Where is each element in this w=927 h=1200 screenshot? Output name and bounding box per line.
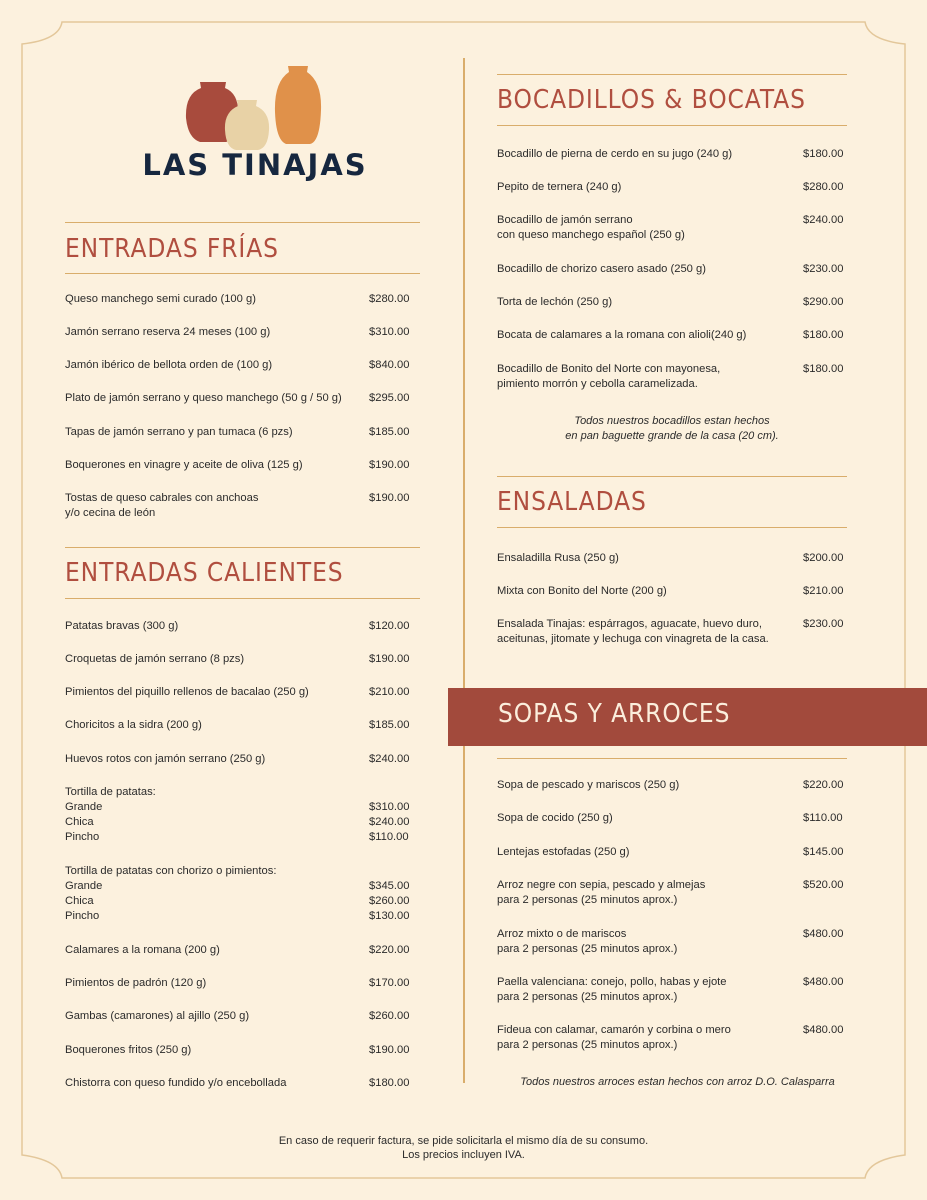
- menu-item-price: $180.00: [803, 148, 844, 160]
- menu-item-name: Fideua con calamar, camarón y corbina o mero para 2 personas (25 minutos aprox.): [497, 1024, 731, 1051]
- menu-item-name: Patatas bravas (300 g): [65, 620, 179, 632]
- divider: [497, 125, 847, 126]
- menu-item-price: $180.00: [369, 1077, 410, 1089]
- divider: [65, 547, 420, 548]
- menu-item-price: $480.00: [803, 976, 844, 988]
- menu-item-name: Arroz negre con sepia, pescado y almejas para 2 personas (25 minutos aprox.): [497, 879, 706, 906]
- menu-item-price: $480.00: [803, 1024, 844, 1036]
- menu-item-name: Ensaladilla Rusa (250 g): [497, 552, 619, 564]
- menu-item-price: $310.00: [369, 326, 410, 338]
- menu-item-price: $280.00: [803, 181, 844, 193]
- menu-item-name: Bocadillo de pierna de cerdo en su jugo (240 g): [497, 148, 733, 160]
- menu-item-price: $220.00: [369, 944, 410, 956]
- footer-line-1: En caso de requerir factura, se pide solicitarla el mismo día de su consumo.: [278, 1135, 649, 1147]
- divider: [65, 222, 420, 223]
- menu-item-name: Sopa de cocido (250 g): [497, 812, 613, 824]
- menu-item-name: Boquerones en vinagre y aceite de oliva (125 g): [65, 459, 303, 471]
- section-title-ensaladas: ENSALADAS: [497, 487, 647, 517]
- section-title-entradas-calientes: ENTRADAS CALIENTES: [65, 558, 344, 588]
- menu-item-name: Sopa de pescado y mariscos (250 g): [497, 779, 680, 791]
- menu-item-price: $280.00: [369, 293, 410, 305]
- menu-item-name: Bocadillo de Bonito del Norte con mayonesa, pimiento morrón y cebolla caramelizada.: [497, 363, 721, 390]
- divider: [497, 527, 847, 528]
- menu-item-price: $180.00: [803, 329, 844, 341]
- divider: [497, 758, 847, 759]
- menu-item-name: Croquetas de jamón serrano (8 pzs): [65, 653, 245, 665]
- menu-item-name: Boquerones fritos (250 g): [65, 1044, 192, 1056]
- menu-item-price: $210.00: [803, 585, 844, 597]
- footer-line-2: Los precios incluyen IVA.: [402, 1149, 525, 1161]
- bocadillos-note: Todos nuestros bocadillos estan hechos en pan baguette grande de la casa (20 cm).: [565, 415, 779, 442]
- footer-note: [0, 1134, 927, 1162]
- menu-item-name: Lentejas estofadas (250 g): [497, 846, 630, 858]
- menu-item-name: Bocadillo de chorizo casero asado (250 g): [497, 263, 706, 275]
- menu-item-price: $210.00: [369, 686, 410, 698]
- brand-name: LAS TINAJAS: [142, 148, 368, 182]
- menu-item-name: Tortilla de patatas con chorizo o pimientos: Grande Chica Pincho: [65, 865, 277, 922]
- menu-item-name: Huevos rotos con jamón serrano (250 g): [65, 753, 266, 765]
- menu-item-price: $240.00: [369, 753, 410, 765]
- menu-item-name: Pepito de ternera (240 g): [497, 181, 622, 193]
- section-title-entradas-frias: ENTRADAS FRÍAS: [65, 234, 279, 264]
- menu-item-price: $840.00: [369, 359, 410, 371]
- divider: [497, 74, 847, 75]
- menu-item-name: Choricitos a la sidra (200 g): [65, 719, 202, 731]
- menu-item-price: $180.00: [803, 363, 844, 375]
- menu-item-name: Pimientos del piquillo rellenos de bacalao (250 g): [65, 686, 309, 698]
- sopas-note: Todos nuestros arroces estan hechos con arroz D.O. Calasparra: [520, 1076, 835, 1088]
- menu-item-price: $520.00: [803, 879, 844, 891]
- menu-item-name: Paella valenciana: conejo, pollo, habas y ejote para 2 personas (25 minutos aprox.): [497, 976, 727, 1003]
- menu-item-price: $230.00: [803, 263, 844, 275]
- menu-item-name: Arroz mixto o de mariscos para 2 personas (25 minutos aprox.): [497, 928, 678, 955]
- divider: [65, 598, 420, 599]
- divider: [65, 273, 420, 274]
- menu-item-name: Jamón serrano reserva 24 meses (100 g): [65, 326, 271, 338]
- menu-item-price: $185.00: [369, 426, 410, 438]
- menu-item-price: $185.00: [369, 719, 410, 731]
- menu-item-price: $295.00: [369, 392, 410, 404]
- menu-item-name: Calamares a la romana (200 g): [65, 944, 220, 956]
- menu-item-name: Pimientos de padrón (120 g): [65, 977, 207, 989]
- menu-item-price: $170.00: [369, 977, 410, 989]
- menu-item-price: $290.00: [803, 296, 844, 308]
- menu-item-price: $190.00: [369, 653, 410, 665]
- menu-item-name: Tapas de jamón serrano y pan tumaca (6 pzs): [65, 426, 293, 438]
- menu-item-name: Plato de jamón serrano y queso manchego (50 g / 50 g): [65, 392, 342, 404]
- menu-item-price: $190.00: [369, 1044, 410, 1056]
- menu-item-name: Torta de lechón (250 g): [497, 296, 613, 308]
- menu-item-name: Ensalada Tinajas: espárragos, aguacate, huevo duro, aceitunas, jitomate y lechuga con vinagreta de la casa.: [497, 618, 769, 645]
- menu-item-price: $240.00: [803, 214, 844, 226]
- menu-item-name: Jamón ibérico de bellota orden de (100 g): [65, 359, 273, 371]
- menu-item-name: Gambas (camarones) al ajillo (250 g): [65, 1010, 250, 1022]
- menu-item-name: Queso manchego semi curado (100 g): [65, 293, 256, 305]
- menu-item-price: $190.00: [369, 459, 410, 471]
- menu-item-name: Tostas de queso cabrales con anchoas y/o cecina de león: [65, 492, 259, 519]
- menu-item-price: $190.00: [369, 492, 410, 504]
- menu-item-price: $220.00: [803, 779, 844, 791]
- menu-item-name: Mixta con Bonito del Norte (200 g): [497, 585, 667, 597]
- section-title-bocadillos: BOCADILLOS & BOCATAS: [497, 85, 806, 115]
- menu-item-price: $310.00 $240.00 $110.00: [369, 801, 410, 843]
- menu-item-price: $110.00: [803, 812, 843, 824]
- menu-item-price: $480.00: [803, 928, 844, 940]
- menu-item-price: $260.00: [369, 1010, 410, 1022]
- jars-icon: [180, 60, 330, 152]
- restaurant-logo: [140, 60, 370, 182]
- section-title-sopas: SOPAS Y ARROCES: [498, 699, 731, 729]
- menu-item-name: Bocadillo de jamón serrano con queso manchego español (250 g): [497, 214, 685, 241]
- menu-item-price: $200.00: [803, 552, 844, 564]
- menu-item-name: Bocata de calamares a la romana con alioli(240 g): [497, 329, 747, 341]
- menu-item-name: Chistorra con queso fundido y/o encebollada: [65, 1077, 287, 1089]
- menu-item-price: $145.00: [803, 846, 844, 858]
- divider: [497, 476, 847, 477]
- sopas-header-band: [448, 688, 927, 746]
- menu-item-price: $345.00 $260.00 $130.00: [369, 880, 410, 922]
- menu-item-price: $230.00: [803, 618, 844, 630]
- menu-item-name: Tortilla de patatas: Grande Chica Pincho: [65, 786, 156, 843]
- menu-item-price: $120.00: [369, 620, 410, 632]
- column-divider: [463, 58, 465, 1083]
